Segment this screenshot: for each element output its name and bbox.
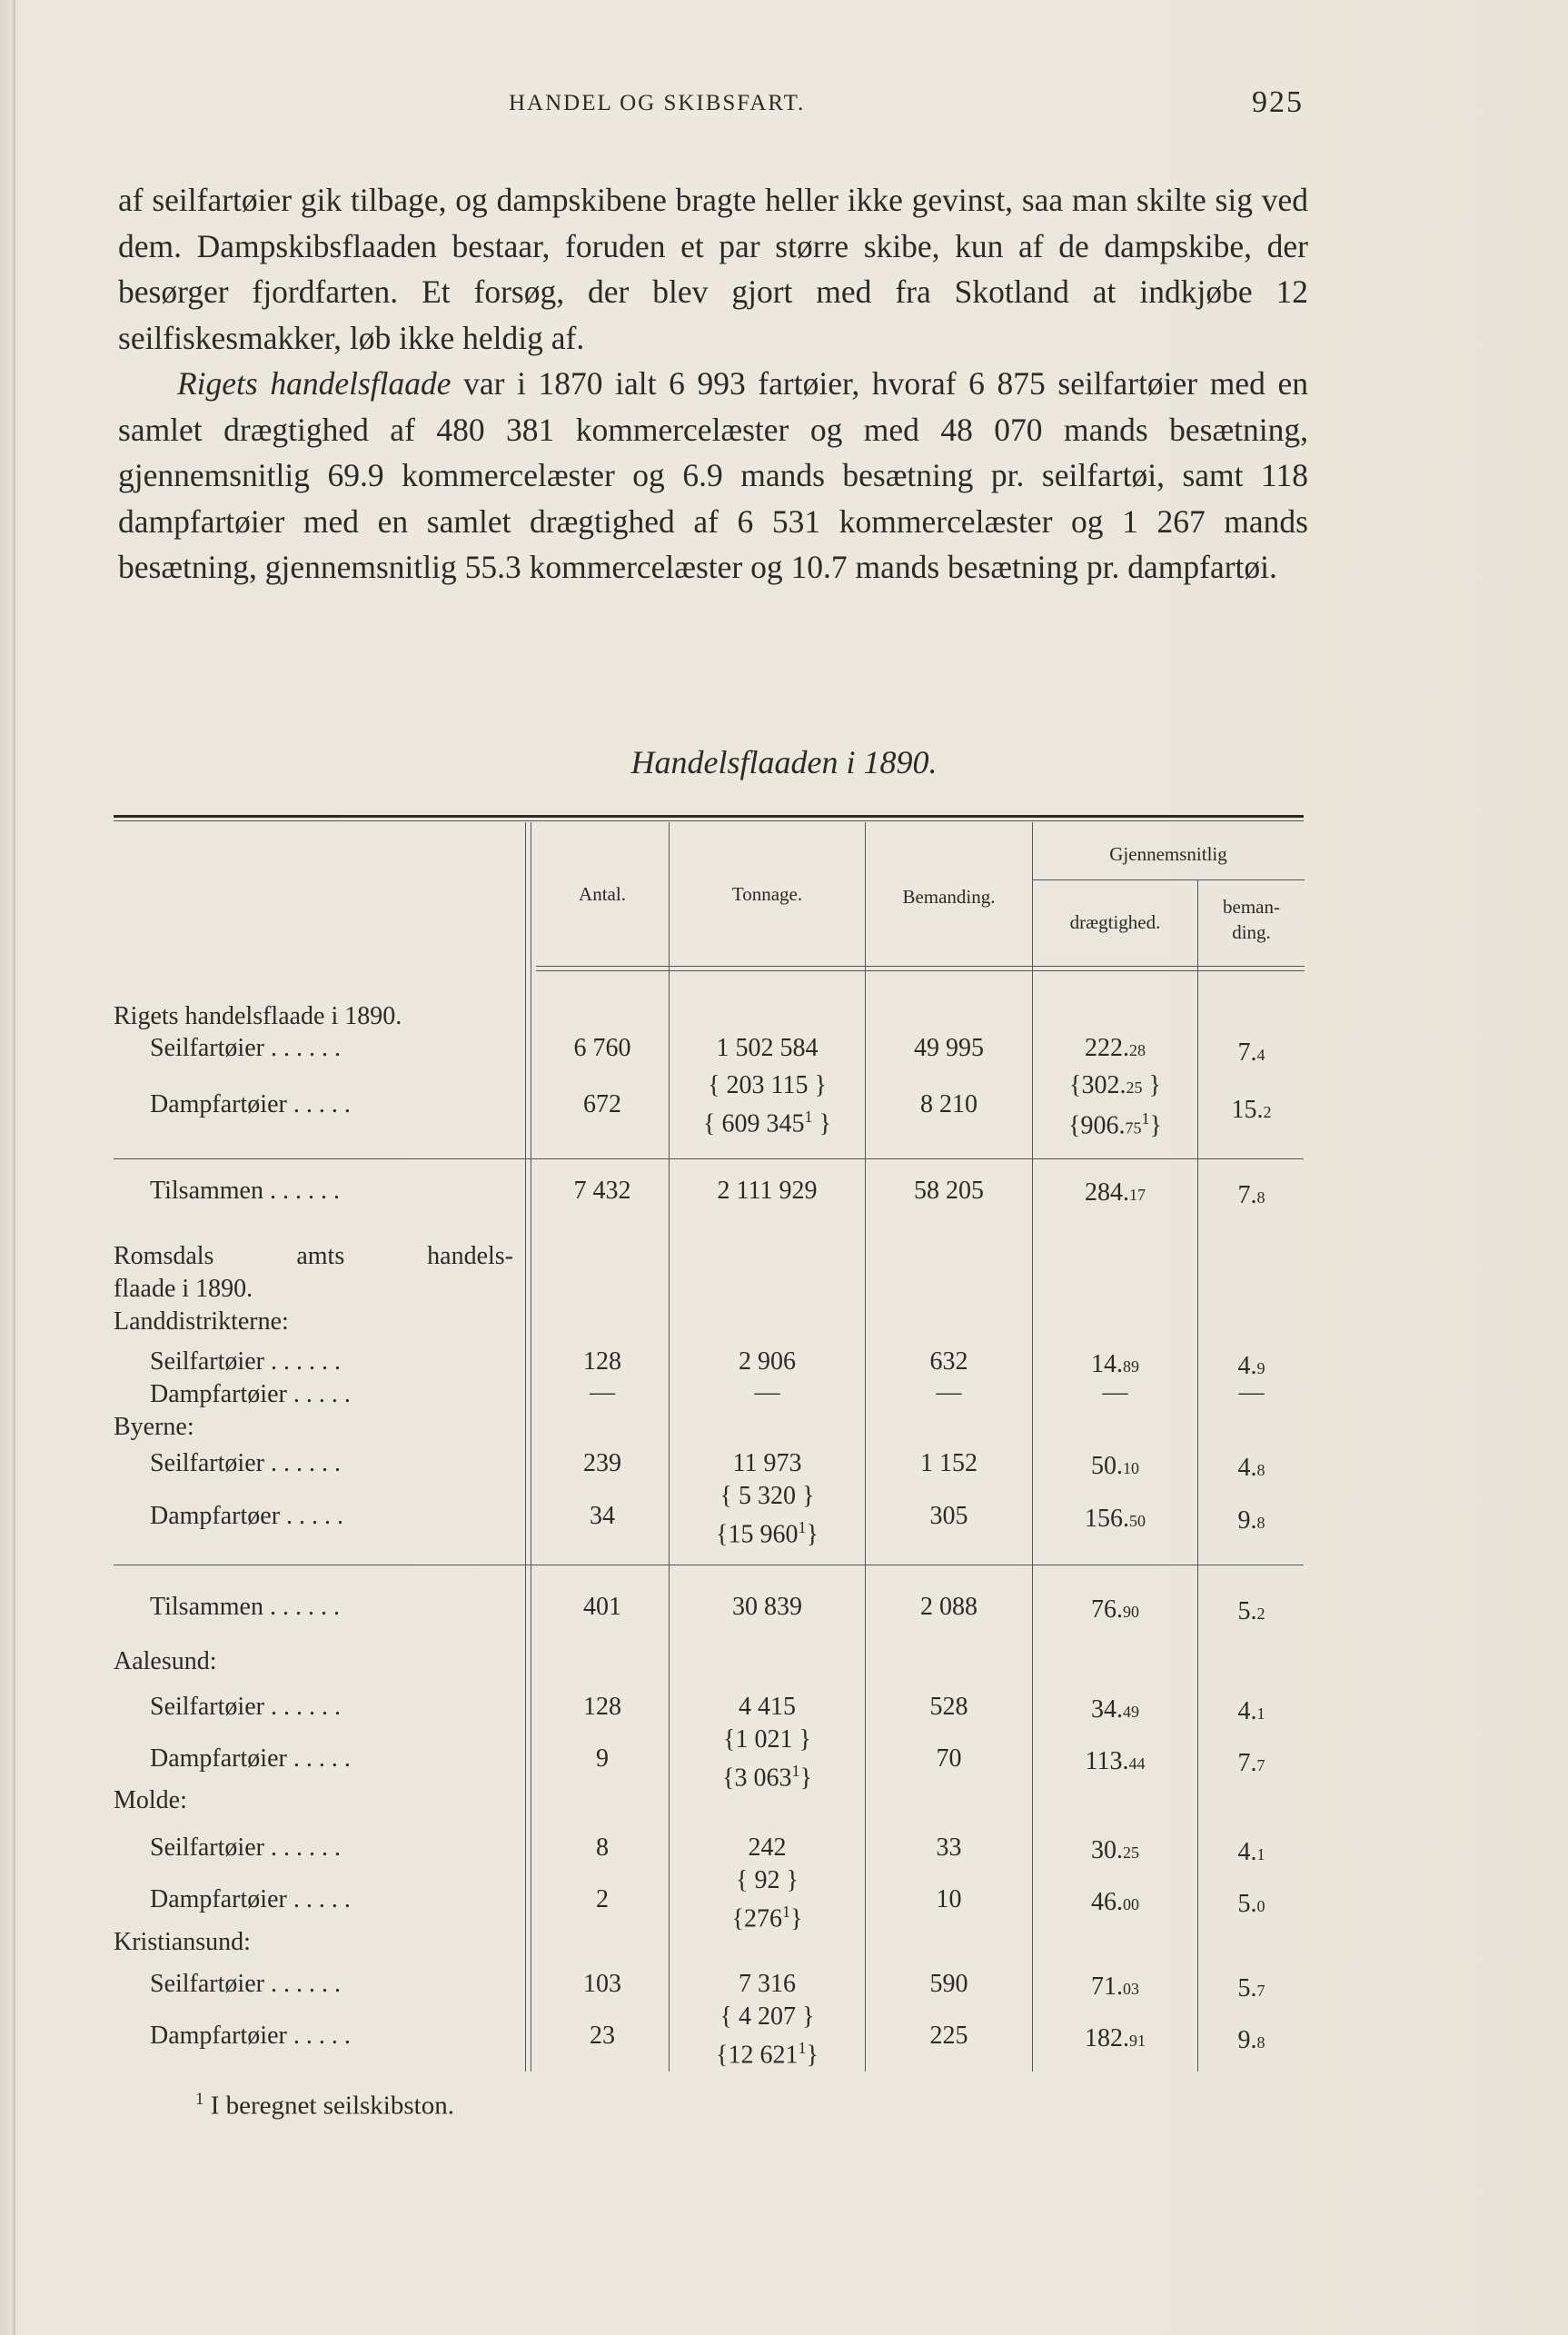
cell-bemanding: 33 — [936, 1833, 962, 1862]
cell-antal: 23 — [590, 2022, 615, 2050]
row-label-total: Tilsammen . . . . . . — [150, 1593, 340, 1621]
paragraph-2-italic: Rigets handelsflaade — [177, 365, 452, 402]
row-label: Seilfartøier . . . . . . — [150, 1347, 341, 1376]
cell-tonnage: 7 316 — [739, 1970, 796, 1998]
tilsammen-rule-1 — [114, 1158, 1304, 1159]
running-title: HANDEL OG SKIBSFART. — [509, 91, 806, 115]
row-label-kristiansund: Kristiansund: — [114, 1928, 251, 1956]
page-edge — [13, 0, 15, 2335]
cell-antal: 8 — [596, 1833, 609, 1862]
cell-tonnage: 30 839 — [732, 1593, 802, 1621]
stub-divider-1 — [525, 822, 526, 2072]
gjennemsnitlig-rule — [1032, 879, 1305, 880]
footnote-text: I beregnet seilskibston. — [210, 2091, 454, 2121]
row-label: Seilfartøier . . . . . . — [150, 1693, 341, 1721]
cell-bemanding: 8 210 — [920, 1090, 978, 1118]
col-divider-tonnage — [865, 822, 866, 2072]
cell-bemanding: 10 — [936, 1885, 962, 1913]
cell-draegtighed: 284.17 — [1085, 1178, 1146, 1207]
cell-antal: 2 — [596, 1885, 609, 1913]
cell-draegtighed: 156.50 — [1085, 1505, 1146, 1533]
cell-antal: 401 — [583, 1593, 621, 1621]
cell-tonnage: 242 — [748, 1833, 787, 1862]
table-top-rule — [114, 815, 1304, 818]
cell-draegtighed-braced: {302.25 } {906.75$^1$} — [1068, 1071, 1162, 1140]
cell-tonnage: 2 111 929 — [717, 1177, 818, 1205]
cell-tonnage: 11 973 — [732, 1449, 802, 1477]
cell-beman: 4.9 — [1237, 1352, 1265, 1380]
cell-dash: — — [1102, 1378, 1128, 1406]
cell-tonnage-braced: { 92 } $\{276^1\}$ — [731, 1866, 803, 1933]
row-label-molde: Molde: — [114, 1786, 187, 1814]
cell-antal: 239 — [583, 1449, 621, 1477]
header-bemanding: Bemanding. — [902, 886, 996, 908]
cell-bemanding: 632 — [929, 1347, 968, 1376]
cell-beman: 4.1 — [1237, 1838, 1265, 1866]
cell-draegtighed: 182.91 — [1085, 2024, 1146, 2052]
col-divider-draegtighed — [1197, 879, 1198, 2072]
header-beman-line1: beman- — [1223, 896, 1280, 918]
cell-tonnage: 1 502 584 — [716, 1034, 819, 1062]
row-label: Seilfartøier . . . . . . — [150, 1449, 341, 1477]
cell-draegtighed: 113.44 — [1085, 1747, 1146, 1775]
cell-antal: 128 — [583, 1347, 621, 1376]
row-label-total: Tilsammen . . . . . . — [150, 1177, 340, 1205]
cell-antal: 6 760 — [573, 1034, 631, 1062]
cell-antal: 672 — [583, 1090, 621, 1118]
row-label: Dampfartøer . . . . . — [150, 1502, 344, 1530]
row-label: Seilfartøier . . . . . . — [150, 1034, 341, 1062]
footnote — [195, 2090, 454, 2121]
cell-bemanding: 528 — [929, 1693, 968, 1721]
cell-antal: 128 — [583, 1693, 621, 1721]
cell-draegtighed: 50.10 — [1091, 1452, 1139, 1480]
cell-draegtighed: 222.28 — [1085, 1034, 1146, 1062]
cell-beman: 9.8 — [1237, 2026, 1265, 2054]
cell-beman: 7.8 — [1237, 1181, 1265, 1209]
header-bottom-rule-2 — [536, 970, 1305, 971]
cell-tonnage-braced: { 4 207 } {12 $621^1$} — [716, 2002, 819, 2070]
cell-dash: — — [1238, 1378, 1265, 1406]
row-label-landdistrikterne: Landdistrikterne: — [114, 1307, 289, 1336]
row-label: Dampfartøier . . . . . — [150, 1744, 351, 1773]
paragraph-1: af seilfartøier gik tilbage, og dampskibene bragte heller ikke gevinst, saa man skilte sig ved dem. Dampskibsflaaden bestaar, foruden et par større skibe, kun af de dampskibe, der besørger fjordfarten. Et forsøg, der blev gjort med fra Skotland at indkjøbe 12 seilfiskesmakker, løb ikke heldig af. — [118, 182, 1308, 356]
cell-bemanding: 49 995 — [914, 1034, 984, 1062]
row-label: Dampfartøier . . . . . — [150, 1090, 351, 1118]
cell-draegtighed: 76.90 — [1091, 1595, 1139, 1624]
cell-draegtighed: 30.25 — [1091, 1836, 1139, 1864]
paragraph-2-text: var i 1870 ialt 6 993 fartøier, hvoraf 6 875 seilfartøier med en samlet drægtighed af 480 381 kommercelæster og med 48 070 mands besætning, gjennemsnitlig 69.9 kommercelæster og 6.9 mands besætning pr. seilfartøi, samt 118 dampfartøier med en samlet drægtighed af 6 531 kommercelæster og 1 267 mands besætning, gjennemsnitlig 55.3 kommercelæster og 10.7 mands besætning pr. dampfartøi. — [118, 365, 1308, 585]
table-title: Handelsflaaden i 1890. — [630, 744, 938, 780]
cell-draegtighed: 34.49 — [1091, 1695, 1139, 1724]
row-label-romsdals-2: flaade i 1890. — [114, 1275, 253, 1303]
cell-beman: 5.2 — [1237, 1597, 1265, 1625]
cell-tonnage: 2 906 — [739, 1347, 796, 1376]
row-label: Dampfartøier . . . . . — [150, 1380, 351, 1408]
header-antal: Antal. — [579, 883, 626, 905]
cell-draegtighed: 14.89 — [1091, 1350, 1139, 1378]
row-label: Dampfartøier . . . . . — [150, 1885, 351, 1913]
cell-beman: 5.7 — [1237, 1974, 1265, 2002]
cell-draegtighed: 46.00 — [1091, 1888, 1139, 1916]
cell-tonnage-braced: {1 021 } {3 $063^1$} — [722, 1725, 812, 1793]
cell-beman: 7.4 — [1237, 1038, 1265, 1067]
cell-dash: — — [936, 1378, 962, 1406]
cell-bemanding: 590 — [929, 1970, 968, 1998]
cell-bemanding: 2 088 — [920, 1593, 978, 1621]
running-header — [0, 85, 1568, 127]
footnote-mark: 1 — [195, 2090, 204, 2109]
header-gjennemsnitlig: Gjennemsnitlig — [1109, 843, 1227, 865]
cell-dash: — — [754, 1378, 780, 1406]
cell-dash: — — [590, 1378, 615, 1406]
row-label-romsdals: Romsdals amts handels- — [114, 1242, 513, 1270]
cell-beman: 15.2 — [1231, 1096, 1272, 1124]
cell-beman: 4.1 — [1237, 1697, 1265, 1725]
cell-tonnage-braced: { 5 320 } {15 $960^1$} — [716, 1482, 819, 1549]
cell-tonnage-braced: { 203 115 } { 609 $345^1$ } — [703, 1071, 831, 1138]
page-number: 925 — [1252, 85, 1304, 119]
row-label-byerne: Byerne: — [114, 1413, 194, 1441]
header-bottom-rule — [536, 966, 1305, 967]
cell-beman: 5.0 — [1237, 1890, 1265, 1918]
cell-tonnage: 4 415 — [739, 1693, 796, 1721]
cell-draegtighed: 71.03 — [1091, 1972, 1139, 2001]
row-label-aalesund: Aalesund: — [114, 1647, 217, 1675]
cell-bemanding: 1 152 — [920, 1449, 978, 1477]
cell-bemanding: 225 — [929, 2022, 968, 2050]
cell-bemanding: 305 — [929, 1502, 968, 1530]
row-label: Dampfartøier . . . . . — [150, 2022, 351, 2050]
cell-bemanding: 58 205 — [914, 1177, 984, 1205]
col-divider-bemanding — [1032, 822, 1033, 2072]
cell-antal: 7 432 — [573, 1177, 631, 1205]
header-draegtighed: drægtighed. — [1069, 911, 1161, 933]
cell-antal: 34 — [590, 1502, 615, 1530]
table-top-rule-thin — [114, 820, 1304, 821]
header-beman-line2: ding. — [1232, 921, 1271, 943]
cell-beman: 4.8 — [1237, 1454, 1265, 1482]
row-label: Seilfartøier . . . . . . — [150, 1833, 341, 1862]
cell-antal: 9 — [596, 1744, 609, 1773]
row-label-rigets: Rigets handelsflaade i 1890. — [114, 1002, 402, 1030]
cell-beman: 9.8 — [1237, 1506, 1265, 1535]
header-tonnage: Tonnage. — [731, 883, 803, 905]
paragraph-2 — [118, 361, 1308, 591]
row-label: Seilfartøier . . . . . . — [150, 1970, 341, 1998]
body-text — [118, 177, 1308, 591]
cell-beman: 7.7 — [1237, 1749, 1265, 1777]
cell-bemanding: 70 — [936, 1744, 962, 1773]
cell-antal: 103 — [583, 1970, 621, 1998]
